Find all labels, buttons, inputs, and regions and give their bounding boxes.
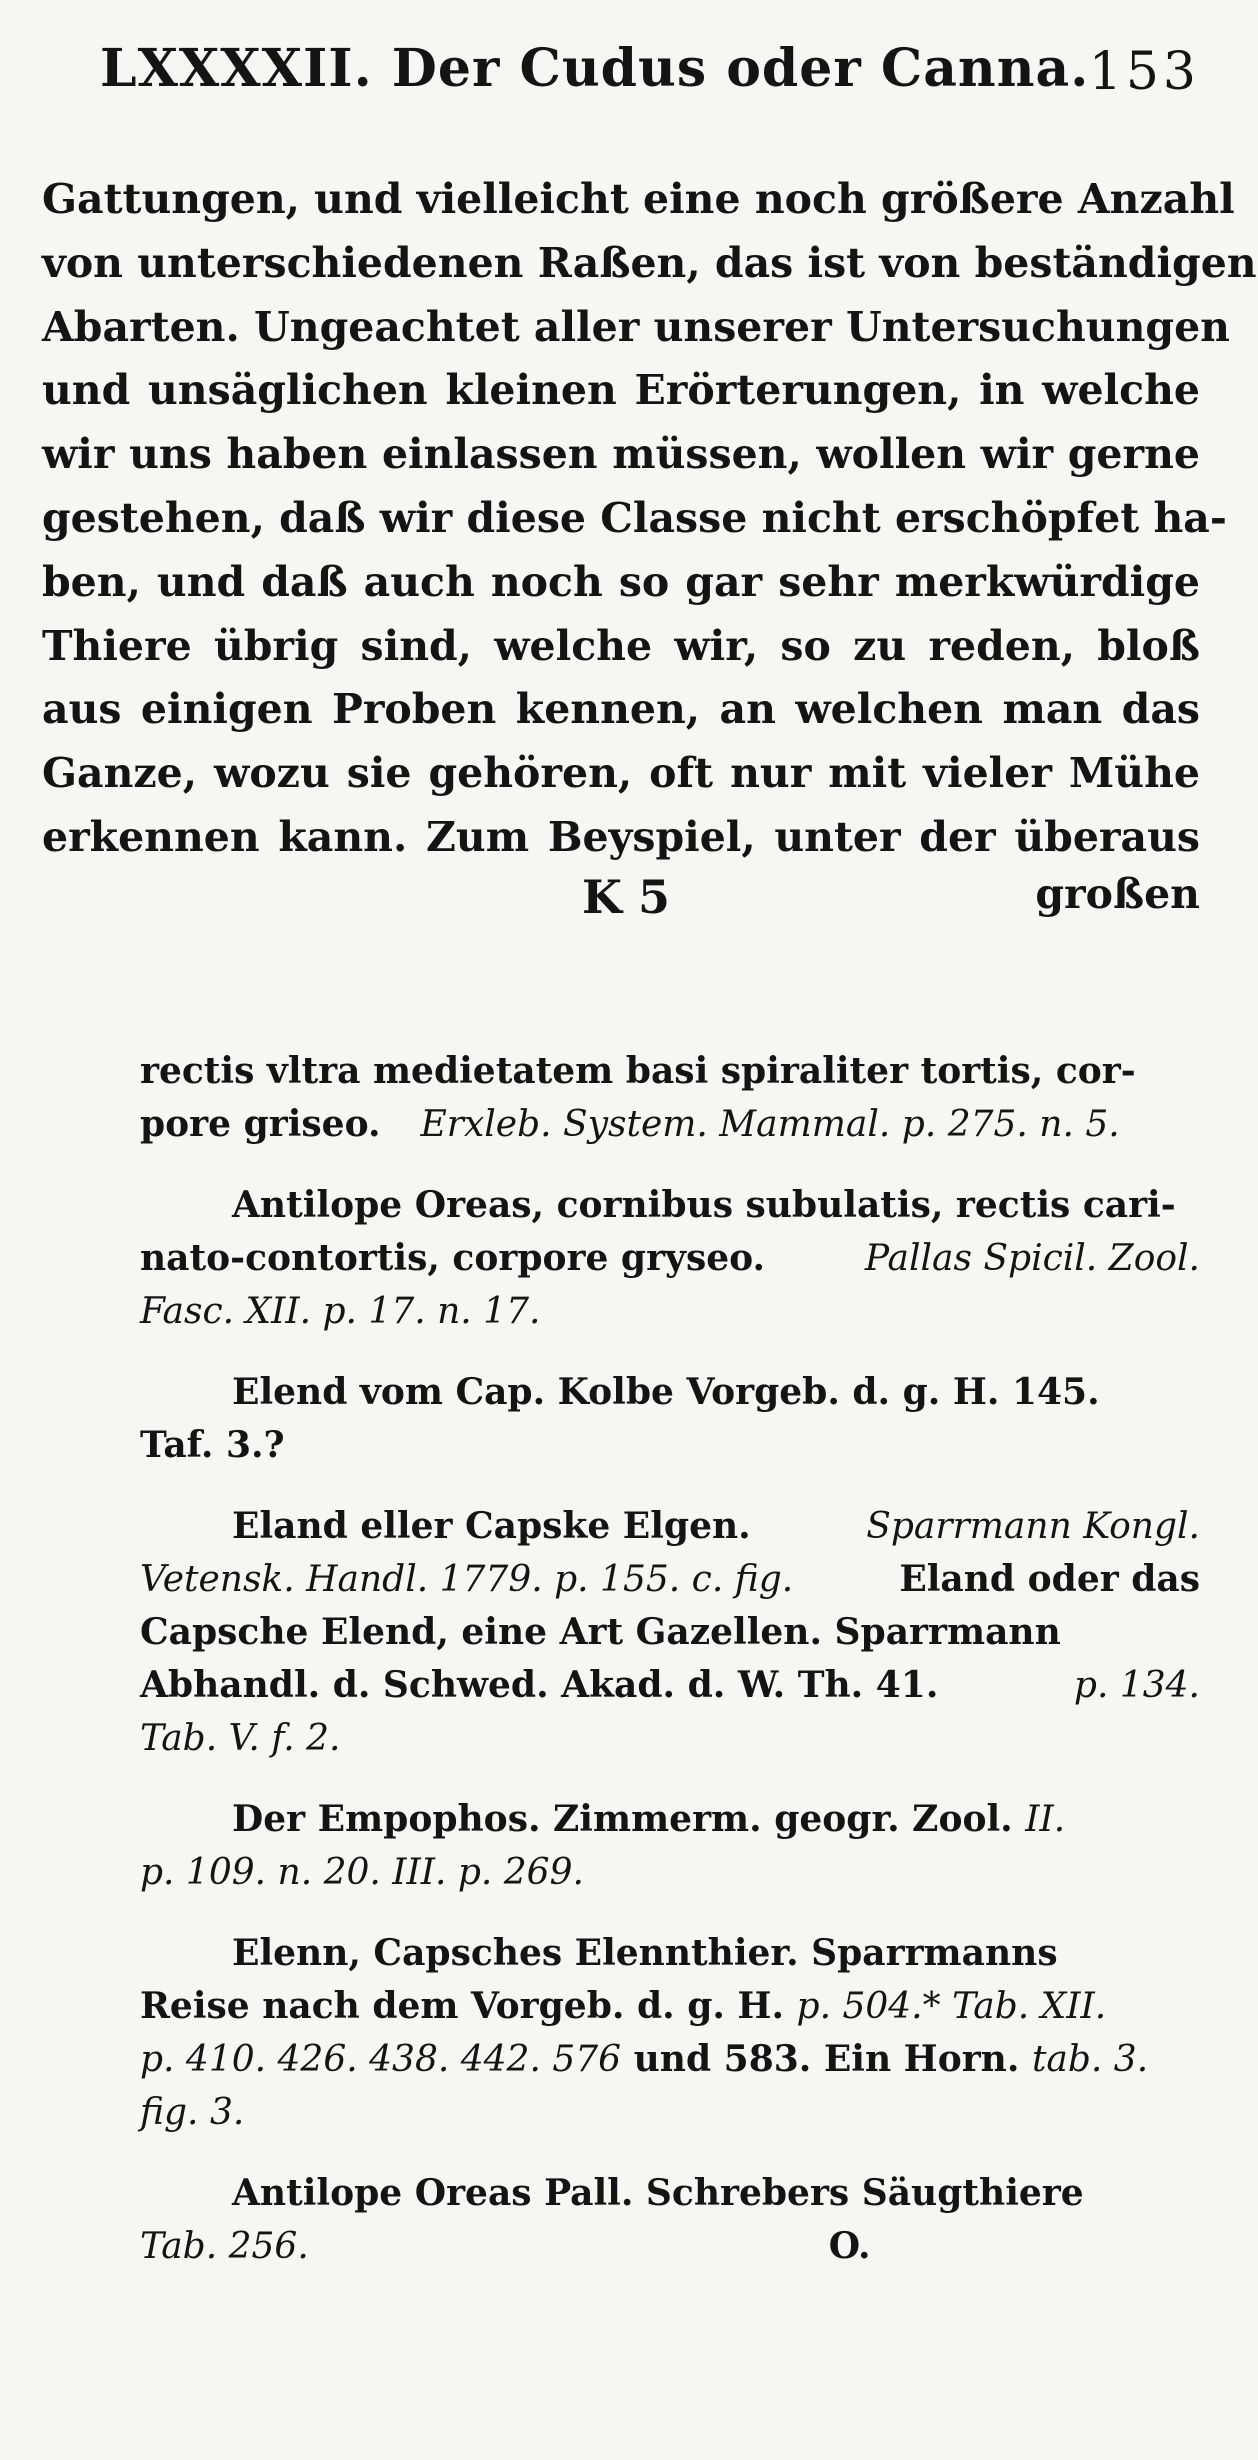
signature-mark: K 5 xyxy=(582,870,671,924)
page-number: 153 xyxy=(1088,42,1200,102)
footnote-1 xyxy=(140,1045,1200,1151)
note-reference: p. 504.* Tab. XII. xyxy=(796,1986,1107,2027)
body-text xyxy=(42,168,1257,870)
text-line: Abarten. Ungeachtet aller unserer Untersuchungen xyxy=(42,302,1230,351)
text-line: ben, und daß auch noch so gar sehr merkwürdige xyxy=(42,557,1200,606)
note-reference: Sparrmann Kongl. xyxy=(866,1506,1200,1547)
note-line: Antilope Oreas, cornibus subulatis, rectis cari- xyxy=(232,1184,1176,1226)
note-line xyxy=(140,1285,1200,1338)
note-reference: p. 109. n. 20. III. p. 269. xyxy=(140,1852,584,1893)
note-text: pore griseo. xyxy=(140,1103,381,1145)
footnote-3 xyxy=(140,1366,1200,1472)
note-line: Capsche Elend, eine Art Gazellen. Sparrmann xyxy=(140,1611,1061,1653)
note-reference: fig. 3. xyxy=(140,2092,245,2133)
note-reference: p. 134. xyxy=(1073,1665,1200,1706)
note-text: nato-contortis, corpore gryseo. xyxy=(140,1237,766,1279)
catch-line xyxy=(42,870,1200,940)
note-reference: Tab. 256. xyxy=(140,2226,309,2267)
note-line xyxy=(140,1500,1200,1553)
note-line xyxy=(140,2086,1200,2139)
footnote-5 xyxy=(140,1793,1200,1899)
text-line: aus einigen Proben kennen, an welchen man das xyxy=(42,685,1200,734)
note-text: Reise nach dem Vorgeb. d. g. H. xyxy=(140,1985,784,2027)
note-line xyxy=(140,1098,1200,1151)
note-line: Taf. 3.? xyxy=(140,1424,285,1466)
note-line xyxy=(140,1232,1200,1285)
text-line: gestehen, daß wir diese Classe nicht erschöpfet ha- xyxy=(42,493,1227,542)
note-text: Eland eller Capske Elgen. xyxy=(232,1505,751,1547)
text-line: Gattungen, und vielleicht eine noch größere Anzahl xyxy=(42,175,1235,223)
footnote-4 xyxy=(140,1500,1200,1765)
note-text: Abhandl. d. Schwed. Akad. d. W. Th. 41. xyxy=(140,1664,939,1706)
note-text: Der Empophos. Zimmerm. geogr. Zool. xyxy=(232,1798,1013,1840)
note-line: Elenn, Capsches Elennthier. Sparrmanns xyxy=(232,1932,1058,1974)
note-reference: Erxleb. System. Mammal. p. 275. n. 5. xyxy=(420,1104,1120,1145)
text-line: Thiere übrig sind, welche wir, so zu reden, bloß xyxy=(42,621,1200,670)
catchword: großen xyxy=(1035,870,1200,918)
text-line: und unsäglichen kleinen Erörterungen, in welche xyxy=(42,366,1200,415)
note-line xyxy=(140,1793,1200,1846)
note-line xyxy=(140,1712,1200,1765)
note-reference: tab. 3. xyxy=(1031,2039,1149,2080)
note-text: Eland oder das xyxy=(899,1558,1200,1600)
note-line xyxy=(140,2033,1200,2086)
note-line xyxy=(140,1659,1200,1712)
chapter-title: LXXXXII. Der Cudus oder Canna. xyxy=(100,38,1090,99)
text-line: erkennen kann. Zum Beyspiel, unter der überaus xyxy=(42,812,1200,861)
note-line xyxy=(140,2220,1200,2273)
note-line: rectis vltra medietatem basi spiraliter tortis, cor- xyxy=(140,1050,1136,1092)
note-line xyxy=(140,1846,1200,1899)
running-header xyxy=(100,38,1200,118)
footnotes xyxy=(140,1045,1200,2301)
note-reference: Tab. V. f. 2. xyxy=(140,1718,341,1759)
signature-mark: O. xyxy=(828,2225,871,2267)
note-line: Antilope Oreas Pall. Schrebers Säugthiere xyxy=(232,2172,1084,2214)
note-line: Elend vom Cap. Kolbe Vorgeb. d. g. H. 145. xyxy=(232,1371,1100,1413)
footnote-2 xyxy=(140,1179,1200,1338)
note-reference: II. xyxy=(1025,1799,1066,1840)
note-text: und 583. Ein Horn. xyxy=(633,2038,1020,2080)
note-line xyxy=(140,1553,1200,1606)
text-line: Ganze, wozu sie gehören, oft nur mit vieler Mühe xyxy=(42,749,1200,798)
note-reference: p. 410. 426. 438. 442. 576 xyxy=(140,2039,622,2080)
note-reference: Vetensk. Handl. 1779. p. 155. c. fig. xyxy=(140,1559,794,1600)
text-line: wir uns haben einlassen müssen, wollen wir gerne xyxy=(42,430,1200,479)
note-reference: Pallas Spicil. Zool. xyxy=(864,1238,1200,1279)
note-line xyxy=(140,1980,1200,2033)
note-reference: Fasc. XII. p. 17. n. 17. xyxy=(140,1291,541,1332)
footnote-7 xyxy=(140,2167,1200,2273)
footnote-6 xyxy=(140,1927,1200,2139)
text-line: von unterschiedenen Raßen, das ist von beständigen xyxy=(42,238,1257,287)
